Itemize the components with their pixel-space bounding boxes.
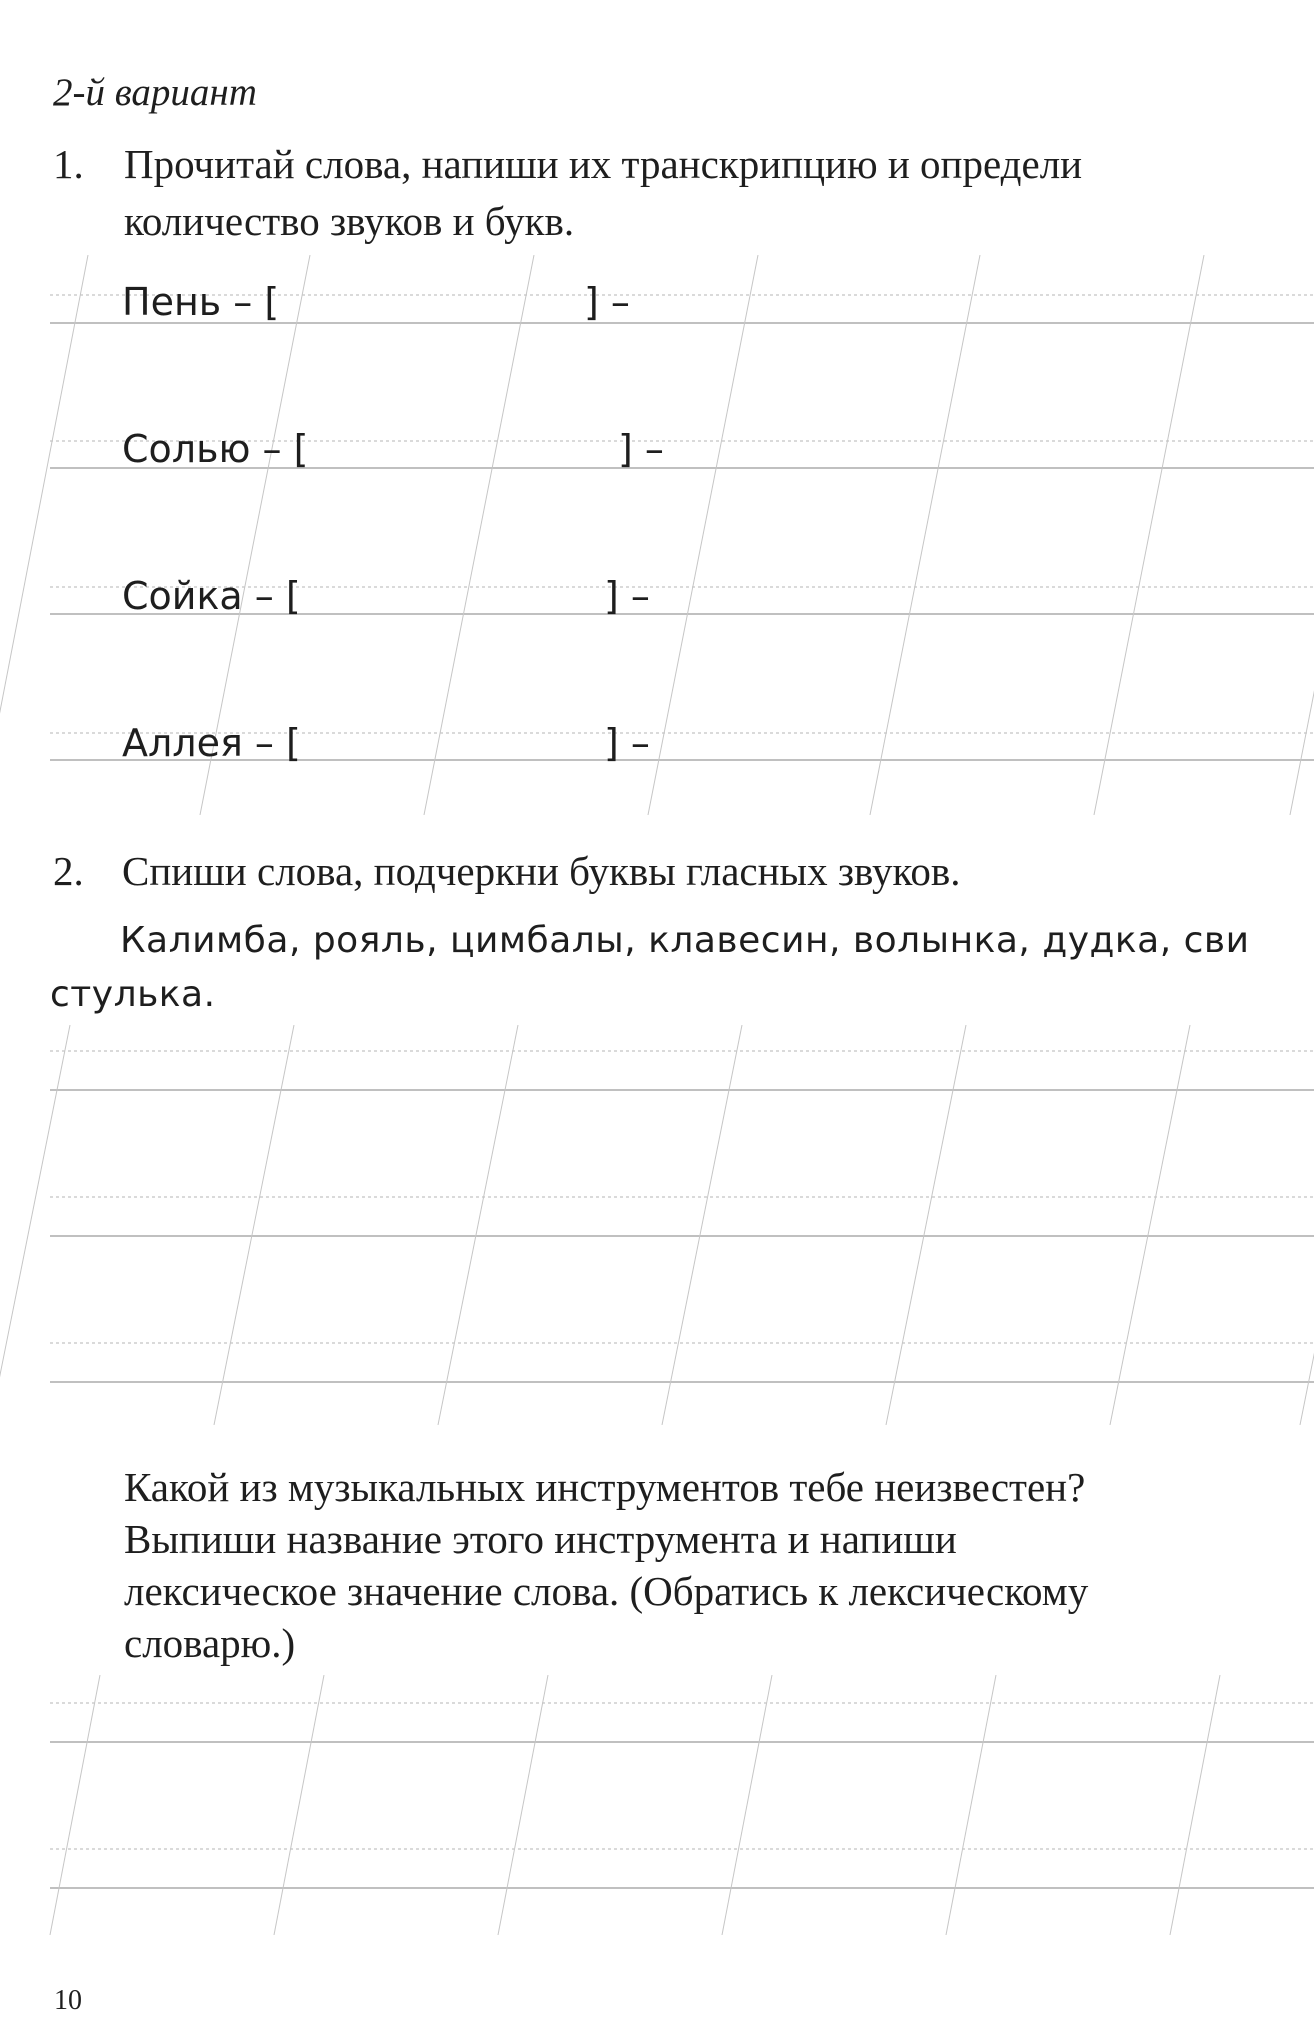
task-3-line-1: Какой из музыкальных инструментов тебе неизвестен?: [124, 1464, 1086, 1510]
task-2-writing-area[interactable]: [0, 1025, 1314, 1425]
word-row-4-word: Аллея – [: [122, 721, 301, 765]
task-2-words-line-1: Калимба, рояль, цимбалы, клавесин, волынка, дудка, сви: [120, 920, 1250, 961]
task-3-line-3: лексическое значение слова. (Обратись к лексическому: [124, 1568, 1089, 1614]
word-row-4: [122, 721, 650, 765]
task-1-instruction-line-1: Прочитай слова, напиши их транскрипцию и определи: [124, 141, 1083, 187]
word-row-2: [122, 427, 664, 471]
word-row-4-close-bracket: ] –: [604, 721, 650, 765]
task-2-words-line-2: стулька.: [50, 974, 216, 1015]
task-3-writing-area[interactable]: [0, 1675, 1314, 1935]
task-2-ruled-lines: [0, 1025, 1314, 1425]
page-number: 10: [54, 1985, 82, 2016]
word-row-3: [122, 574, 650, 618]
task-3-line-4: словарю.): [124, 1620, 296, 1666]
task-3-ruled-lines: [0, 1675, 1314, 1935]
task-2-instruction: Спиши слова, подчеркни буквы гласных звуков.: [122, 848, 961, 894]
task-1-instruction: [124, 136, 1082, 250]
task-1-number: 1.: [53, 141, 84, 187]
word-row-3-word: Сойка – [: [122, 574, 301, 618]
task-3-instruction: [124, 1461, 1088, 1669]
task-2-number: 2.: [53, 848, 84, 894]
task-1-instruction-line-2: количество звуков и букв.: [124, 198, 575, 244]
word-row-1-word: Пень – [: [122, 280, 280, 324]
task-3-line-2: Выпиши название этого инструмента и напиши: [124, 1516, 957, 1562]
variant-heading: 2-й вариант: [53, 71, 257, 114]
word-row-3-close-bracket: ] –: [604, 574, 650, 618]
word-row-2-close-bracket: ] –: [618, 427, 664, 471]
word-row-1: [122, 280, 630, 324]
word-row-1-close-bracket: ] –: [584, 280, 630, 324]
word-row-2-word: Солью – [: [122, 427, 309, 471]
